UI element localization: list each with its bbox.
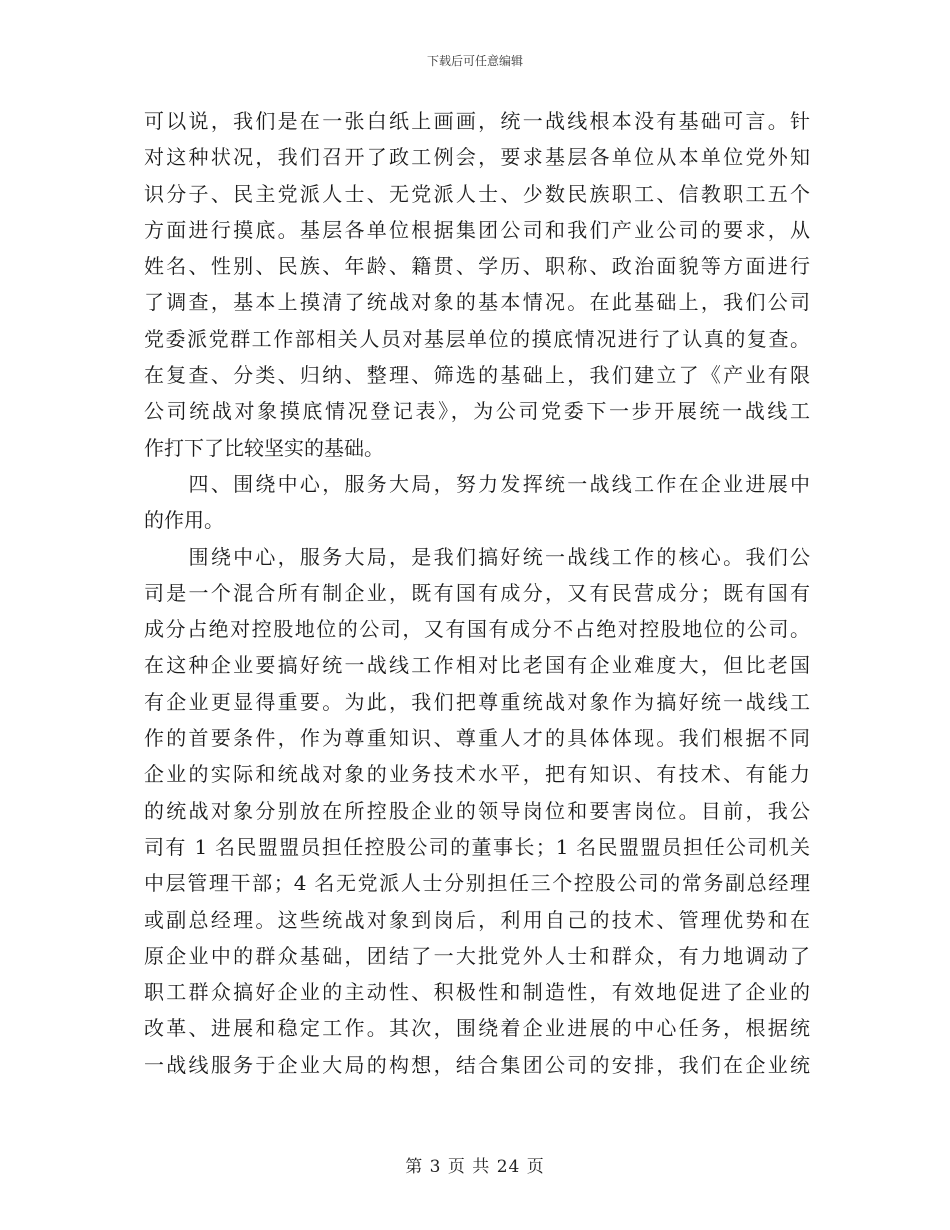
text-line: 可以说，我们是在一张白纸上画画，统一战线根本没有基础可言。针 xyxy=(144,109,810,133)
text-line: 在这种企业要搞好统一战线工作相对比老国有企业难度大，但比老国 xyxy=(144,653,810,678)
text-line: 司是一个混合所有制企业，既有国有成分，又有民营成分；既有国有 xyxy=(144,580,810,605)
page-footer: 第 3 页 共 24 页 xyxy=(405,1157,545,1177)
text-line: 在复查、分类、归纳、整理、筛选的基础上，我们建立了《产业有限 xyxy=(144,363,810,388)
text-line: 的作用。 xyxy=(144,508,224,533)
text-line: 识分子、民主党派人士、无党派人士、少数民族职工、信教职工五个 xyxy=(144,181,810,206)
text-line: 一战线服务于企业大局的构想，结合集团公司的安排，我们在企业统 xyxy=(144,1052,810,1077)
document-body xyxy=(144,103,810,1083)
text-line: 司有 1 名民盟盟员担任控股公司的董事长；1 名民盟盟员担任公司机关 xyxy=(144,834,810,859)
text-line: 成分占绝对控股地位的公司，又有国有成分不占绝对控股地位的公司。 xyxy=(144,617,810,642)
text-line: 中层管理干部；4 名无党派人士分别担任三个控股公司的常务副总经理 xyxy=(144,871,810,896)
text-line: 原企业中的群众基础，团结了一大批党外人士和群众，有力地调动了 xyxy=(144,943,810,968)
text-line: 改革、进展和稳定工作。其次，围绕着企业进展的中心任务，根据统 xyxy=(144,1016,810,1041)
page-header: 下载后可任意编辑 xyxy=(426,54,523,68)
text-line: 四、围绕中心，服务大局，努力发挥统一战线工作在企业进展中 xyxy=(144,471,810,496)
text-line: 企业的实际和统战对象的业务技术水平，把有知识、有技术、有能力 xyxy=(144,762,810,787)
text-line: 的统战对象分别放在所控股企业的领导岗位和要害岗位。目前，我公 xyxy=(144,798,810,823)
text-line: 围绕中心，服务大局，是我们搞好统一战线工作的核心。我们公 xyxy=(144,544,810,569)
text-line: 对这种状况，我们召开了政工例会，要求基层各单位从本单位党外知 xyxy=(144,145,810,170)
text-line: 公司统战对象摸底情况登记表》，为公司党委下一步开展统一战线工 xyxy=(144,399,810,424)
text-line: 党委派党群工作部相关人员对基层单位的摸底情况进行了认真的复查。 xyxy=(144,326,810,351)
text-line: 或副总经理。这些统战对象到岗后，利用自己的技术、管理优势和在 xyxy=(144,907,810,932)
text-line: 有企业更显得重要。为此，我们把尊重统战对象作为搞好统一战线工 xyxy=(144,689,810,714)
text-line: 作打下了比较坚实的基础。 xyxy=(144,435,384,460)
text-line: 姓名、性别、民族、年龄、籍贯、学历、职称、政治面貌等方面进行 xyxy=(144,254,810,279)
text-line: 作的首要条件，作为尊重知识、尊重人才的具体体现。我们根据不同 xyxy=(144,726,810,751)
text-line: 了调查，基本上摸清了统战对象的基本情况。在此基础上，我们公司 xyxy=(144,290,810,315)
text-line: 方面进行摸底。基层各单位根据集团公司和我们产业公司的要求，从 xyxy=(144,217,810,242)
text-line: 职工群众搞好企业的主动性、积极性和制造性，有效地促进了企业的 xyxy=(144,980,810,1005)
